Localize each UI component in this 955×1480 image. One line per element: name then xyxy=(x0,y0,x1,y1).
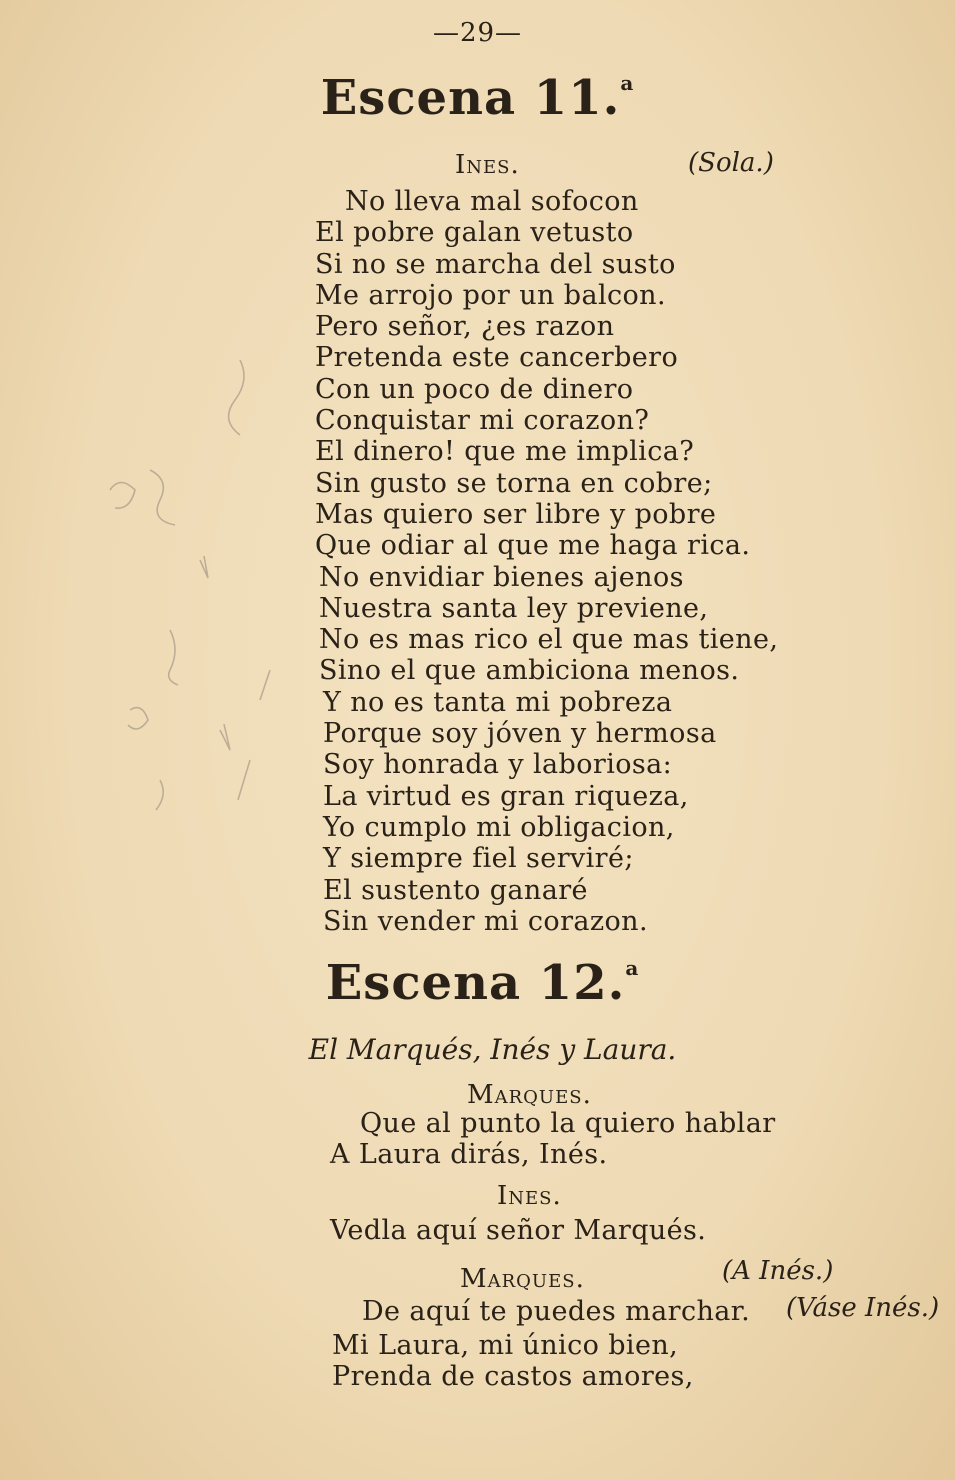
verse-line: No lleva mal sofocon xyxy=(345,186,639,217)
verse-line: Prenda de castos amores, xyxy=(332,1361,694,1393)
scene-12-direction-a-ines: (A Inés.) xyxy=(722,1256,834,1286)
verse-line: No envidiar bienes ajenos xyxy=(319,561,684,593)
verse-line: Pretenda este cancerbero xyxy=(315,342,679,374)
scene-11-heading-text: Escena 11. xyxy=(320,70,621,126)
scene-12-marques-line-2 xyxy=(362,1296,750,1327)
scene-12-characters: El Marqués, Inés y Laura. xyxy=(308,1033,677,1066)
scene-12-speaker-ines: Ines. xyxy=(497,1181,562,1211)
verse-line: Soy honrada y laboriosa: xyxy=(323,749,673,781)
scene-12-speaker-marques-2: Marques. xyxy=(460,1264,585,1294)
scene-12-heading-text: Escena 12. xyxy=(325,955,626,1011)
verse-line: Si no se marcha del susto xyxy=(315,248,676,280)
verse-line: Me arrojo por un balcon. xyxy=(315,279,666,311)
verse-line: El sustento ganaré xyxy=(323,874,588,906)
verse-line: Porque soy jóven y hermosa xyxy=(323,718,717,750)
scene-12-heading xyxy=(0,955,955,1011)
verse-line: El dinero! que me implica? xyxy=(315,436,695,468)
verse-line: Sin gusto se torna en cobre; xyxy=(315,467,713,499)
scene-12-speaker-marques: Marques. xyxy=(467,1080,592,1110)
verse-line: Vedla aquí señor Marqués. xyxy=(330,1215,707,1246)
verse-line: Con un poco de dinero xyxy=(315,373,634,405)
verse-line: No es mas rico el que mas tiene, xyxy=(319,624,779,656)
scene-12-direction-vase: (Váse Inés.) xyxy=(786,1293,940,1323)
verse-line: El pobre galan vetusto xyxy=(315,217,634,249)
verse-line: Yo cumplo mi obligacion, xyxy=(323,811,675,843)
verse-line: Pero señor, ¿es razon xyxy=(315,311,615,343)
verse-line: Que odiar al que me haga rica. xyxy=(315,530,751,562)
scene-11-speaker: Ines. xyxy=(455,150,520,180)
verse-line: Que al punto la quiero hablar xyxy=(360,1108,776,1139)
verse-line: Nuestra santa ley previene, xyxy=(319,592,709,624)
verse-line: A Laura dirás, Inés. xyxy=(330,1139,608,1170)
verse-line: Y no es tanta mi pobreza xyxy=(323,686,673,718)
pencil-marginalia xyxy=(90,330,290,850)
scene-12-marques-lines-1 xyxy=(330,1108,776,1170)
scene-11-heading-sup: a xyxy=(620,71,635,95)
verse-line: Mi Laura, mi único bien, xyxy=(332,1330,679,1361)
scene-11-monologue xyxy=(315,186,778,937)
verse-line: Conquistar mi corazon? xyxy=(315,405,650,437)
verse-line: La virtud es gran riqueza, xyxy=(323,780,689,812)
verse-line: Sino el que ambiciona menos. xyxy=(319,655,740,687)
scene-11-heading xyxy=(0,70,955,126)
scene-12-ines-line xyxy=(330,1215,706,1246)
verse-line: De aquí te puedes marchar. xyxy=(362,1296,751,1327)
verse-line: Y siempre fiel serviré; xyxy=(323,843,634,875)
page-number: —29— xyxy=(432,18,523,48)
verse-line: Sin vender mi corazon. xyxy=(323,905,648,937)
verse-line: Mas quiero ser libre y pobre xyxy=(315,498,717,530)
scene-11-stage-direction: (Sola.) xyxy=(688,148,774,178)
scene-12-heading-sup: a xyxy=(625,956,640,980)
scene-12-marques-lines-3 xyxy=(332,1330,694,1393)
